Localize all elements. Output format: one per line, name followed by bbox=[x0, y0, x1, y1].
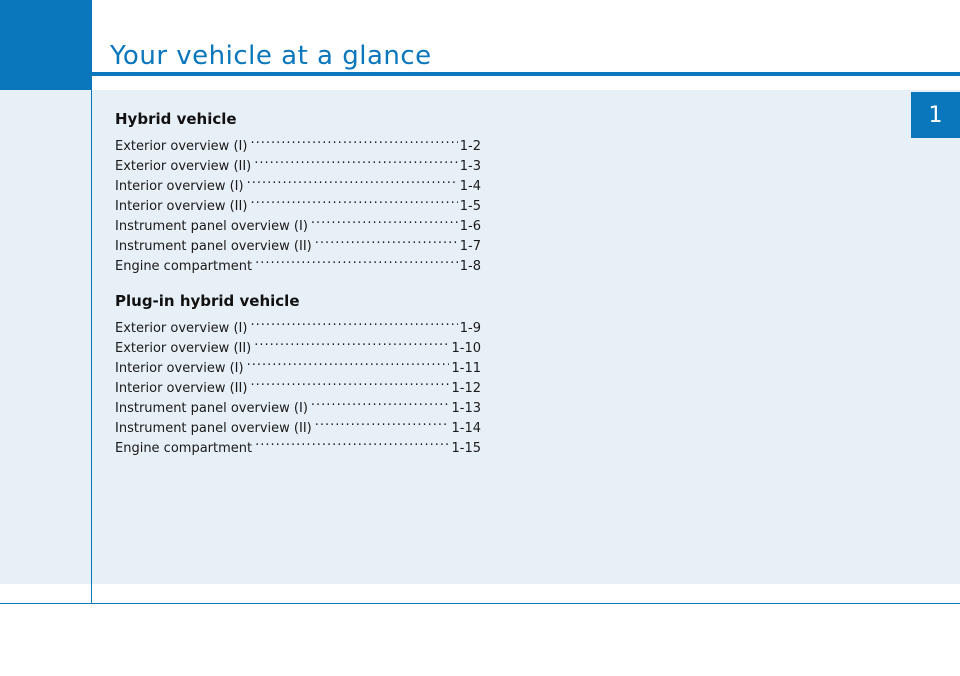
header-rule bbox=[91, 72, 960, 76]
toc-entry-label: Exterior overview (II) bbox=[115, 159, 252, 174]
leader-dots bbox=[250, 312, 457, 332]
toc-section-plug-in-hybrid bbox=[115, 290, 495, 456]
toc-entry-label: Exterior overview (I) bbox=[115, 139, 248, 154]
left-divider bbox=[91, 0, 92, 603]
toc-entry-label: Exterior overview (II) bbox=[115, 341, 252, 356]
toc-entry-page: 1-2 bbox=[459, 139, 481, 154]
page-title: Your vehicle at a glance bbox=[110, 41, 432, 71]
toc-entry-label: Instrument panel overview (II) bbox=[115, 239, 312, 254]
toc-entry-page: 1-10 bbox=[451, 341, 481, 356]
toc-entry-page: 1-3 bbox=[459, 159, 481, 174]
toc-entry-page: 1-7 bbox=[459, 239, 481, 254]
toc-entry[interactable] bbox=[115, 130, 481, 154]
leader-dots bbox=[254, 150, 458, 170]
toc-entry-page: 1-11 bbox=[451, 361, 481, 376]
toc-entry-page: 1-15 bbox=[451, 441, 481, 456]
leader-dots bbox=[315, 412, 450, 432]
toc-entry-page: 1-8 bbox=[459, 259, 481, 274]
toc-entry-label: Exterior overview (I) bbox=[115, 321, 248, 336]
toc-entry-label: Instrument panel overview (I) bbox=[115, 219, 308, 234]
toc-entry-page: 1-5 bbox=[459, 199, 481, 214]
toc-entry-page: 1-9 bbox=[459, 321, 481, 336]
leader-dots bbox=[311, 210, 458, 230]
leader-dots bbox=[311, 392, 450, 412]
leader-dots bbox=[254, 332, 449, 352]
toc-entry-page: 1-14 bbox=[451, 421, 481, 436]
corner-block bbox=[0, 0, 91, 90]
leader-dots bbox=[247, 352, 450, 372]
toc-entry[interactable] bbox=[115, 312, 481, 336]
leader-dots bbox=[250, 130, 457, 150]
toc-entry-label: Instrument panel overview (II) bbox=[115, 421, 312, 436]
toc-entry-label: Interior overview (II) bbox=[115, 381, 248, 396]
chapter-tab[interactable] bbox=[911, 92, 960, 138]
toc-entry-label: Interior overview (II) bbox=[115, 199, 248, 214]
toc-entry-page: 1-13 bbox=[451, 401, 481, 416]
toc-entry-label: Interior overview (I) bbox=[115, 361, 244, 376]
leader-dots bbox=[315, 230, 458, 250]
bottom-rule bbox=[0, 603, 960, 604]
toc-section-hybrid bbox=[115, 108, 495, 274]
leader-dots bbox=[250, 190, 457, 210]
section-heading: Plug-in hybrid vehicle bbox=[115, 292, 300, 310]
leader-dots bbox=[255, 432, 449, 452]
toc-entry-page: 1-4 bbox=[459, 179, 481, 194]
toc-entry-label: Engine compartment bbox=[115, 259, 253, 274]
leader-dots bbox=[247, 170, 458, 190]
leader-dots bbox=[255, 250, 458, 270]
toc-entry-page: 1-6 bbox=[459, 219, 481, 234]
leader-dots bbox=[250, 372, 449, 392]
toc-entry-label: Engine compartment bbox=[115, 441, 253, 456]
toc-entry-label: Interior overview (I) bbox=[115, 179, 244, 194]
toc-entry-label: Instrument panel overview (I) bbox=[115, 401, 308, 416]
chapter-number: 1 bbox=[928, 102, 943, 128]
toc-entry-page: 1-12 bbox=[451, 381, 481, 396]
section-heading: Hybrid vehicle bbox=[115, 110, 237, 128]
table-of-contents bbox=[115, 108, 495, 456]
